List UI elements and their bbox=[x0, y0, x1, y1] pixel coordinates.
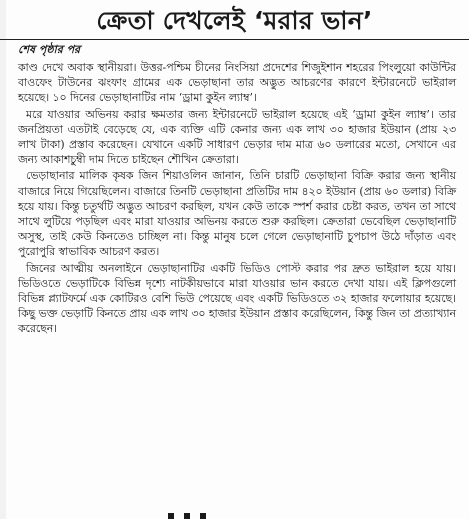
cut-off-text-fragment bbox=[150, 511, 230, 519]
article-paragraph-1: কাণ্ড দেখে অবাক স্থানীয়রা। উত্তর-পশ্চিম চীনের নিংসিয়া প্রদেশের শিজুইশান শহরের পিংলুয়ো কাউন্টির বাওফেং টাউনের ঝংফাং গ্রামের এক ভেড়াছানা তার অদ্ভুত আচরণের কারণে ইন্টারনেটে ভাইরাল হয়েছে। ১০ দিনের ভেড়াছানাটির নাম ‘ড্রামা কুইন ল্যাম্ব’। bbox=[18, 61, 456, 105]
article-paragraph-3: ভেড়াছানার মালিক কৃষক জিন শিয়াওলিন জানান, তিনি চারটি ভেড়াছানা বিক্রি করার জন্য স্থানীয় বাজারে নিয়ে গিয়েছিলেন। বাজারে তিনটি ভেড়াছানা প্রতিটির দাম ৪২০ ইউয়ান (প্রায় ৬০ ডলার) বিক্রি হয়ে যায়। কিন্তু চতুর্থটি অদ্ভুত আচরণ করছিল, যখন কেউ তাকে স্পর্শ করার চেষ্টা করত, তখন তা সাথে সাথে লুটিয়ে পড়ছিল এবং মারা যাওয়ার অভিনয় করতে শুরু করছিল। ক্রেতারা ভেবেছিল ভেড়াছানাটি অসুস্থ, তাই কেউ কিনতেও চাচ্ছিল না। কিন্তু মানুষ চলে গেলে ভেড়াছানাটি চুপচাপ উঠে দাঁড়াত এবং পুরোপুরি স্বাভাবিক আচরণ করত। bbox=[18, 169, 456, 259]
article-paragraph-4: জিনের আত্মীয় অনলাইনে ভেড়াছানাটির একটি ভিডিও পোস্ট করার পর দ্রুত ভাইরাল হয়ে যায়। ভিডিওতে ভেড়াটিকে বিভিন্ন দৃশ্যে নাটকীয়ভাবে মারা যাওয়ার ভান করতে দেখা যায়। এই ক্লিপগুলো বিভিন্ন প্ল্যাটফর্মে এক কোটিরও বেশি ভিউ পেয়েছে এবং একটি ভিডিওতে ৩২ হাজার ফলোয়ার হয়েছে। কিছু ভক্ত ভেড়াটি কিনতে প্রায় এক লাখ ৩০ হাজার ইউয়ান প্রস্তাব করেছিলেন, কিন্তু জিন তা প্রত্যাখ্যান করেছেন। bbox=[18, 261, 456, 336]
article-paragraph-2: মরে যাওয়ার অভিনয় করার ক্ষমতার জন্য ইন্টারনেটে ভাইরাল হয়েছে এই ‘ড্রামা কুইন ল্যাম্ব’। তার জনপ্রিয়তা এতটাই বেড়েছে যে, এক ব্যক্তি এটি কেনার জন্য এক লাখ ৩০ হাজার ইউয়ান (প্রায় ২৩ লাখ টাকা) প্রস্তাব করেছেন। যেখানে একটি সাধারণ ভেড়ার দাম মাত্র ৬০ ডলারের মতো, সেখানে এর জন্য আকাশচুম্বী দাম দিতে চাইছেন শৌখিন ক্রেতারা। bbox=[18, 107, 456, 167]
article-body bbox=[18, 60, 456, 338]
continuation-label: শেষ পৃষ্ঠার পর bbox=[18, 43, 81, 56]
headline-rule bbox=[0, 39, 469, 40]
page-edge-shade bbox=[0, 0, 6, 519]
cut-off-glyph bbox=[168, 513, 174, 519]
cut-off-glyph bbox=[184, 513, 190, 519]
cut-off-glyph bbox=[200, 513, 206, 519]
headline: ক্রেতা দেখলেই ‘মরার ভান’ bbox=[96, 6, 373, 35]
